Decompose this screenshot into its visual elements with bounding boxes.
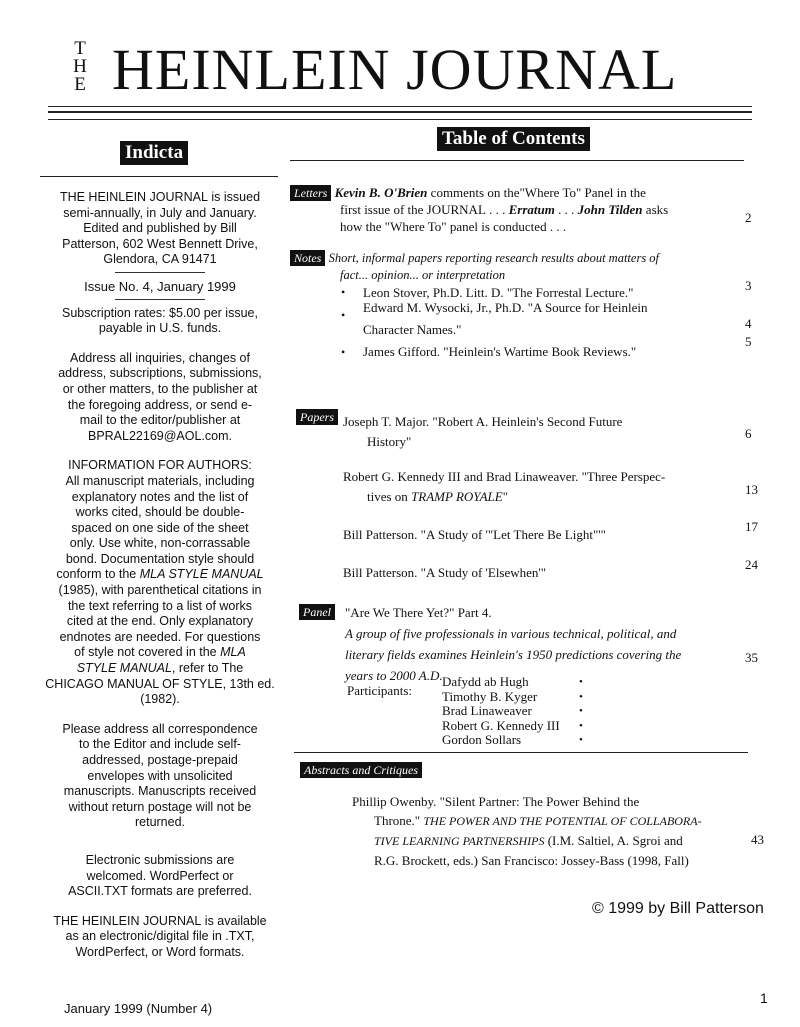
authors-line: spaced on one side of the sheet xyxy=(71,520,249,535)
page-ref: 4 xyxy=(745,316,752,331)
authors-line: only. Use white, non-corrassable xyxy=(69,536,251,551)
authors-line: , 13th ed. xyxy=(222,676,275,691)
letters-text: . . . xyxy=(489,202,506,217)
paper-line: " xyxy=(502,489,509,504)
panel-tag: Panel xyxy=(299,604,335,620)
authors-line: the text referring to a list of works xyxy=(67,598,253,613)
masthead-rule-mid xyxy=(48,111,752,113)
authors-line: works cited, should be double- xyxy=(75,505,245,520)
letters-tag: Letters xyxy=(290,185,331,201)
publisher-block xyxy=(40,190,280,268)
toc-letters xyxy=(290,184,770,235)
divider xyxy=(115,299,205,300)
bullet: • xyxy=(579,719,583,732)
subscription-rates xyxy=(40,306,280,337)
mla-title: MLA xyxy=(220,645,246,660)
abstract-line: R.G. Brockett, eds.) San Francisco: Jossey-Bass (1998, Fall) xyxy=(374,853,689,868)
page-ref: 24 xyxy=(745,557,758,572)
journal-ref: JOURNAL xyxy=(426,202,486,217)
divider xyxy=(115,272,205,273)
footer-issue: January 1999 (Number 4) xyxy=(64,1001,213,1016)
book-title: TRAMP ROYALE xyxy=(411,489,503,504)
participant: Timothy B. Kyger xyxy=(442,688,538,704)
authors-line: of style not covered in the xyxy=(74,645,217,660)
authors-line: All manuscript materials, including xyxy=(65,473,255,488)
authors-info xyxy=(40,458,280,708)
availability-line: WordPerfect, or Word formats. xyxy=(75,944,245,959)
authors-line: cited at the end. Only explanatory xyxy=(66,614,254,629)
paper-entry xyxy=(343,413,743,450)
correspondence-line: returned. xyxy=(134,815,186,830)
availability-line: is available xyxy=(204,913,267,928)
abstract-line: (I.M. Saltiel, A. Sgroi and xyxy=(547,833,683,848)
masthead-rule-bottom xyxy=(48,119,752,120)
abstracts-tag: Abstracts and Critiques xyxy=(300,762,422,778)
notes-item: Leon Stover, Ph.D. Litt. D. "The Forrestal Lecture." xyxy=(363,285,634,300)
panel-title: "Are We There Yet?" Part 4. xyxy=(345,605,492,620)
participants-list xyxy=(442,675,602,748)
bullet: • xyxy=(579,734,583,746)
electronic-line: welcomed. WordPerfect or xyxy=(86,868,234,883)
bullet: • xyxy=(579,676,583,688)
indicta-rule xyxy=(40,176,278,177)
notes-description: fact... opinion... or interpretation xyxy=(340,268,506,282)
letters-text: how the "Where To" panel is conducted . . . xyxy=(340,219,567,234)
correspondence-line: without return postage will not be xyxy=(68,799,252,814)
paper-entry: Bill Patterson. "A Study of 'Elsewhen'" xyxy=(343,565,547,580)
participants-label: Participants: xyxy=(347,683,412,698)
page-ref: 43 xyxy=(751,832,764,847)
paper-line: History" xyxy=(367,434,412,449)
availability-info xyxy=(40,914,280,961)
correspondence-line: to the Editor and include self- xyxy=(79,737,241,752)
indicta-heading: Indicta xyxy=(120,141,188,165)
participant: Dafydd ab Hugh xyxy=(442,674,529,689)
toc-heading: Table of Contents xyxy=(437,127,590,151)
page-ref: 5 xyxy=(745,334,752,349)
electronic-info xyxy=(40,853,280,900)
authors-line: endnotes are needed. For questions xyxy=(59,629,261,644)
notes-item: Character Names." xyxy=(363,322,462,337)
toc-rule xyxy=(290,160,744,161)
masthead-the xyxy=(70,40,90,94)
abstract-entry xyxy=(352,792,742,870)
authors-line: (1982). xyxy=(140,692,180,707)
publisher-text: Edited and published by Bill xyxy=(83,221,237,236)
publisher-text: semi-annually, in July and January. xyxy=(63,205,257,220)
toc-notes xyxy=(290,249,770,284)
abstract-line: Throne." xyxy=(374,813,421,828)
authors-line: conform to the xyxy=(56,567,137,582)
paper-line: Joseph T. Major. "Robert A. Heinlein's Second Future xyxy=(343,414,623,429)
page-ref: 2 xyxy=(745,210,752,225)
book-title: TIVE LEARNING PARTNERSHIPS xyxy=(374,834,545,848)
chicago-title: CHICAGO MANUAL OF STYLE xyxy=(45,676,223,691)
toc-divider xyxy=(294,752,748,753)
letter-author: John Tilden xyxy=(577,202,643,217)
notes-description: Short, informal papers reporting research results about matters of xyxy=(328,251,660,265)
page-number: 1 xyxy=(760,990,768,1006)
electronic-line: Electronic submissions are xyxy=(85,852,235,867)
address-info xyxy=(40,351,280,445)
address-line: or other matters, to the publisher at xyxy=(62,381,258,396)
bullet: • xyxy=(341,345,346,359)
availability-line: as an electronic/digital file in .TXT, xyxy=(65,929,255,944)
letters-text: first issue of the xyxy=(340,202,424,217)
erratum-label: Erratum xyxy=(508,202,555,217)
address-line: mail to the editor/publisher at xyxy=(79,413,241,428)
paper-line: Robert G. Kennedy III and Brad Linaweaver. "Three Perspec- xyxy=(343,469,666,484)
mla-title: STYLE MANUAL xyxy=(76,661,172,676)
bullet: • xyxy=(341,308,346,322)
indicta-column xyxy=(40,190,280,975)
notes-item: James Gifford. "Heinlein's Wartime Book Reviews." xyxy=(363,344,637,359)
electronic-line: ASCII.TXT formats are preferred. xyxy=(68,884,252,899)
authors-heading: INFORMATION FOR AUTHORS: xyxy=(68,458,252,473)
issue-number: Issue No. 4, January 1999 xyxy=(84,278,236,294)
panel-description: A group of five professionals in various technical, political, and xyxy=(345,626,677,641)
address-line: the foregoing address, or send e- xyxy=(67,397,253,412)
panel-entry xyxy=(345,602,740,686)
book-title: THE POWER AND THE POTENTIAL OF COLLABORA- xyxy=(423,814,702,828)
masthead-title: HEINLEIN JOURNAL xyxy=(112,37,678,102)
letters-text: comments on the"Where To" Panel in the xyxy=(430,185,646,200)
authors-line: bond. Documentation style should xyxy=(65,551,255,566)
publisher-text: Glendora, CA 91471 xyxy=(103,252,217,267)
page-ref: 13 xyxy=(745,482,758,497)
correspondence-line: addressed, postage-prepaid xyxy=(82,753,238,767)
notes-tag: Notes xyxy=(290,250,325,266)
participant: Brad Linaweaver xyxy=(442,703,532,718)
publisher-text: is issued xyxy=(211,190,261,204)
subscription-line: payable in U.S. funds. xyxy=(98,321,222,336)
page-ref: 6 xyxy=(745,426,752,441)
paper-entry xyxy=(343,468,743,505)
bullet: • xyxy=(341,285,346,299)
letters-text: . . . xyxy=(558,202,575,217)
participant: Gordon Sollars xyxy=(442,732,522,747)
participant: Robert G. Kennedy III xyxy=(442,717,560,733)
letter-author: Kevin B. O'Brien xyxy=(334,185,428,200)
bullet: • xyxy=(579,690,583,703)
correspondence-line: Please address all correspondence xyxy=(62,721,258,736)
page-ref: 35 xyxy=(745,650,758,665)
authors-line: explanatory notes and the list of xyxy=(71,489,249,504)
participant-bullets xyxy=(579,675,583,748)
page-ref: 17 xyxy=(745,519,758,534)
letters-text: asks xyxy=(645,202,669,217)
correspondence-line: manuscripts. Manuscripts received xyxy=(63,784,257,799)
page-ref: 3 xyxy=(745,278,752,293)
journal-name: THE HEINLEIN JOURNAL xyxy=(59,190,208,204)
masthead-the-letter: E xyxy=(74,74,86,95)
panel-description: literary fields examines Heinlein's 1950 predictions covering the xyxy=(345,647,682,662)
address-line: address, subscriptions, submissions, xyxy=(58,366,262,381)
bullet: • xyxy=(579,705,583,717)
paper-entry: Bill Patterson. "A Study of '"Let There Be Light"'" xyxy=(343,527,606,542)
correspondence-info xyxy=(40,722,280,831)
abstract-line: Phillip Owenby. "Silent Partner: The Power Behind the xyxy=(352,794,640,809)
mla-title: MLA STYLE MANUAL xyxy=(139,567,264,582)
masthead-the-letter: H xyxy=(73,56,87,77)
copyright-notice: © 1999 by Bill Patterson xyxy=(592,900,764,917)
address-line: Address all inquiries, changes of xyxy=(70,350,250,365)
masthead-the-letter: T xyxy=(74,38,86,59)
correspondence-line: envelopes with unsolicited xyxy=(87,768,233,783)
email-address: BPRAL22169@AOL.com. xyxy=(87,428,232,443)
papers-tag: Papers xyxy=(296,409,338,425)
subscription-line: Subscription rates: $5.00 per issue, xyxy=(62,305,258,320)
publisher-text: Patterson, 602 West Bennett Drive, xyxy=(62,236,258,251)
journal-name: THE HEINLEIN JOURNAL xyxy=(53,913,202,928)
notes-item: Edward M. Wysocki, Jr., Ph.D. "A Source for Heinlein xyxy=(363,300,648,315)
authors-line: (1985), with parenthetical citations in xyxy=(58,583,262,598)
masthead-rule-top xyxy=(48,106,752,107)
authors-line: , refer to The xyxy=(171,661,244,676)
panel-description: years to 2000 A.D. xyxy=(345,668,443,683)
paper-line: tives on xyxy=(367,489,408,504)
